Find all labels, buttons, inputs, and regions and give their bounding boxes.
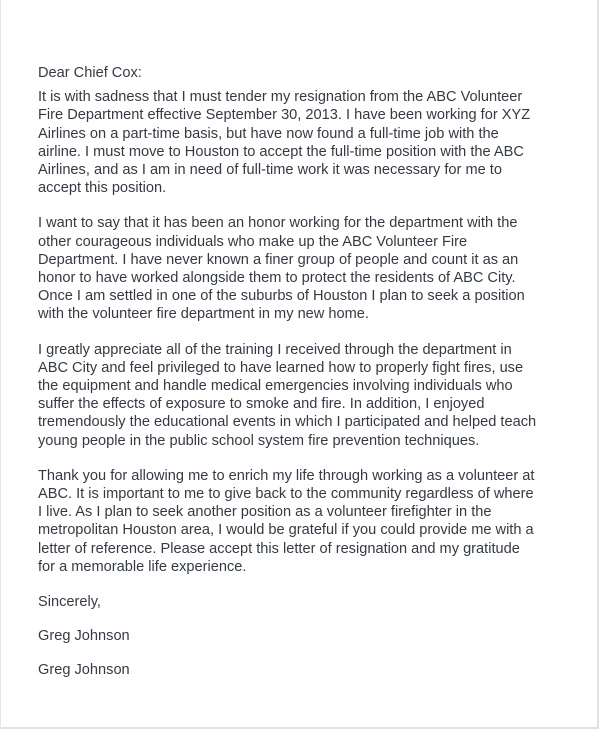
paragraph-line: Airlines, and as I am in need of full-time work it was necessary for me to xyxy=(38,162,502,179)
resignation-letter xyxy=(38,64,578,680)
paragraph-line: accept this position. xyxy=(38,180,167,197)
paragraph-3 xyxy=(38,341,578,450)
paragraph-line: honor to have worked alongside them to protect the residents of ABC City. xyxy=(38,270,516,287)
paragraph-line: other courageous individuals who make up the ABC Volunteer Fire xyxy=(38,233,468,250)
paragraph-line: with the volunteer fire department in my new home. xyxy=(38,306,369,323)
paragraph-line: It is with sadness that I must tender my resignation from the ABC Volunteer xyxy=(38,89,523,106)
paragraph-line: the equipment and handle medical emergencies involving individuals who xyxy=(38,378,513,395)
paragraph-4 xyxy=(38,467,578,576)
paragraph-line: Department. I have never known a finer group of people and count it as an xyxy=(38,251,519,268)
paragraph-line: ABC City and feel privileged to have learned how to properly fight fires, use xyxy=(38,359,524,376)
paragraph-line: I live. As I plan to seek another position as a volunteer firefighter in the xyxy=(38,504,492,521)
paragraph-line: Once I am settled in one of the suburbs of Houston I plan to seek a position xyxy=(38,288,525,305)
paragraph-line: metropolitan Houston area, I would be grateful if you could provide me with a xyxy=(38,522,534,539)
paragraph-line: Airlines on a part-time basis, but have now found a full-time job with the xyxy=(38,125,499,142)
paragraph-line: for a memorable life experience. xyxy=(38,558,247,575)
paragraph-line: Thank you for allowing me to enrich my life through working as a volunteer at xyxy=(38,467,535,484)
salutation: Dear Chief Cox: xyxy=(38,65,142,81)
paragraph-line: letter of reference. Please accept this letter of resignation and my gratitude xyxy=(38,540,520,557)
paragraph-line: Fire Department effective September 30, 2013. I have been working for XYZ xyxy=(38,107,531,124)
paragraph-line: I greatly appreciate all of the training I received through the department in xyxy=(38,341,512,358)
paragraph-line: suffer the effects of exposure to smoke and fire. In addition, I enjoyed xyxy=(38,396,485,413)
printed-name: Greg Johnson xyxy=(38,662,130,679)
paragraph-line: ABC. It is important to me to give back to the community regardless of where xyxy=(38,486,534,503)
paragraph-line: airline. I must move to Houston to accept the full-time position with the ABC xyxy=(38,143,524,160)
paragraph-line: young people in the public school system fire prevention techniques. xyxy=(38,432,480,449)
signature: Greg Johnson xyxy=(38,628,130,645)
paragraph-2 xyxy=(38,214,578,323)
closing: Sincerely, xyxy=(38,594,101,611)
paragraph-line: tremendously the educational events in which I participated and helped teach xyxy=(38,414,537,431)
paragraph-1 xyxy=(38,88,578,197)
paragraph-line: I want to say that it has been an honor working for the department with the xyxy=(38,215,518,232)
